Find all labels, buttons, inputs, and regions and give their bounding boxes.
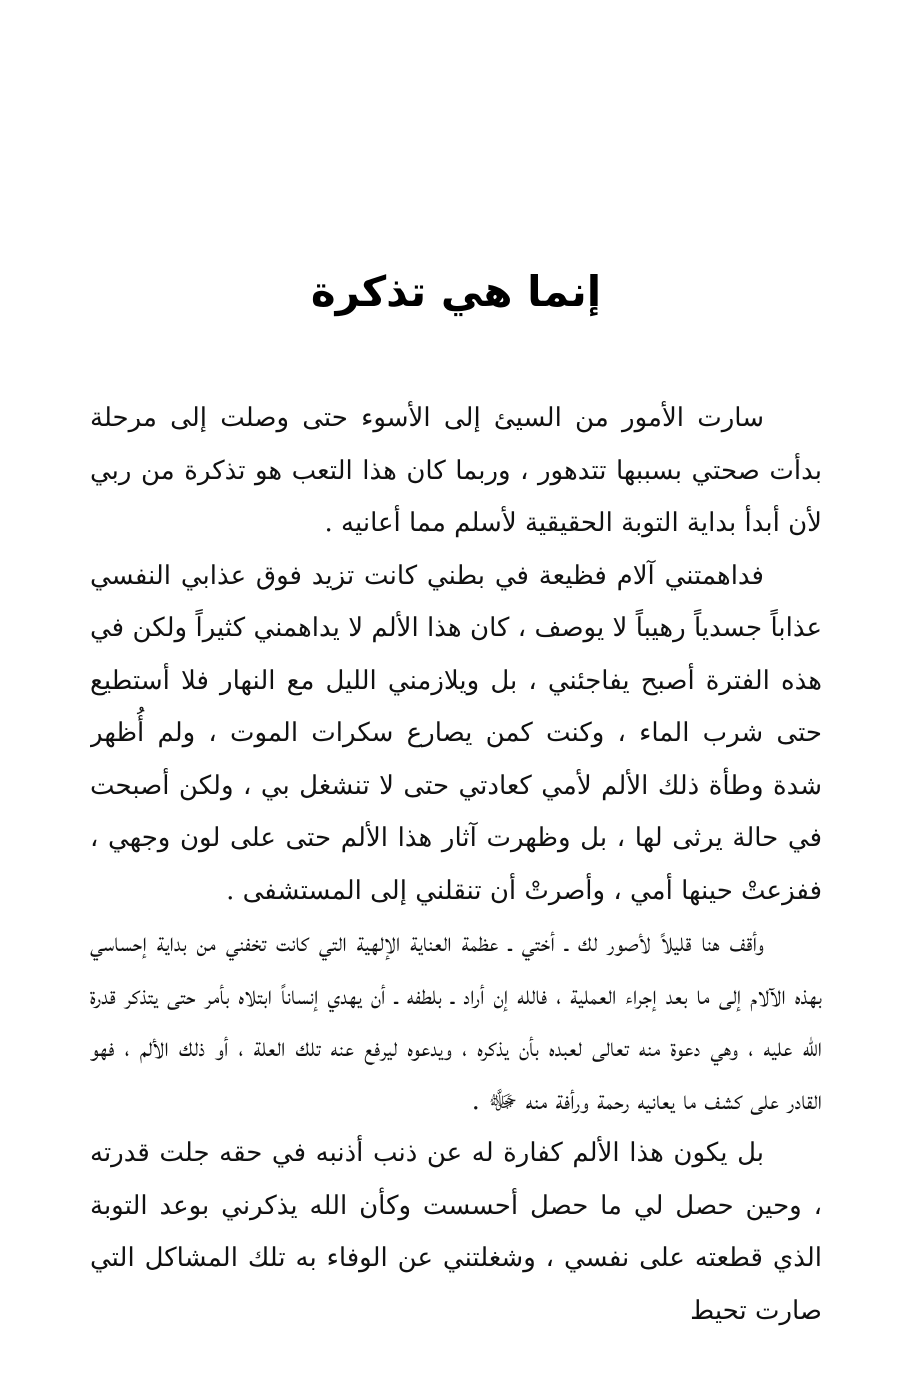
paragraph: فداهمتني آلام فظيعة في بطني كانت تزيد فوق عذابي النفسي عذاباً جسدياً رهيباً لا يوصف ، كان هذا الألم لا يداهمني كثيراً ولكن في هذه الفترة أصبح يفاجئني ، بل ويلازمني الليل مع النهار فلا أستطيع حتى شرب الماء ، وكنت كمن يصارع سكرات الموت ، ولم أُظهر شدة وطأة ذلك الألم لأمي كعادتي حتى لا تنشغل بي ، ولكن أصبحت في حالة يرثى لها ، بل وظهرت آثار هذا الألم حتى على لون وجهي ، ففزعتْ حينها أمي ، وأصرتْ أن تنقلني إلى المستشفى . (90, 560, 822, 906)
body-text (90, 392, 822, 1352)
chapter-title: إنما هي تذكرة (310, 267, 602, 316)
paragraph: بل يكون هذا الألم كفارة له عن ذنب أذنبه في حقه جلت قدرته ، وحين حصل لي ما حصل أحسست وكأن الله يذكرني بوعد التوبة الذي قطعته على نفسي ، وشغلتني عن الوفاء به تلك المشاكل التي صارت تحيط (90, 1138, 822, 1326)
paragraph: وأقف هنا قليلاً لأصور لك ـ أختي ـ عظمة العناية الإلهية التي كانت تخفني من بداية إحساسي بهذه الآلام إلى ما بعد إجراء العملية ، فالله إن أراد ـ بلطفه ـ أن يهدي إنساناً ابتلاه بأمر حتى يتذكر قدرة الله عليه ، وهي دعوة منه تعالى لعبده بأن يذكره ، ويدعوه ليرفع عنه تلك العلة ، أو ذلك الألم ، فهو القادر على كشف ما يعانيه رحمة ورأفة منه ﷻ . (90, 928, 822, 1116)
paragraph: سارت الأمور من السيئ إلى الأسوء حتى وصلت إلى مرحلة بدأت صحتي بسببها تتدهور ، وربما كان هذا التعب هو تذكرة من ربي لأن أبدأ بداية التوبة الحقيقية لأسلم مما أعانيه . (90, 403, 822, 538)
